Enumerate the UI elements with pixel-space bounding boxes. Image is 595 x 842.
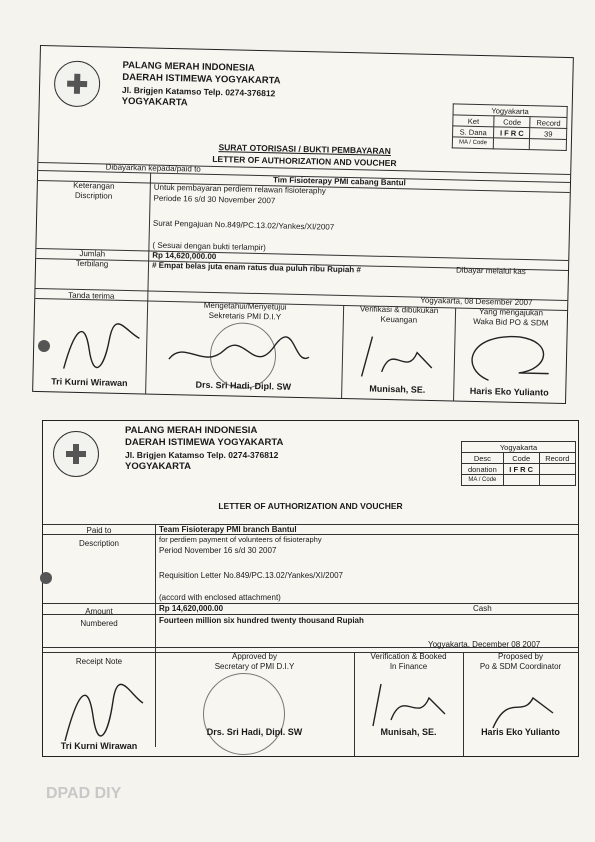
date: Yogyakarta, 08 Desember 2007 xyxy=(420,295,533,308)
red-cross-logo-icon xyxy=(54,60,101,107)
paid-to-value: Tim Fisioterapy PMI cabang Bantul xyxy=(272,175,406,188)
description-line: Periode 16 s/d 30 November 2007 xyxy=(153,193,276,206)
watermark: DPAD DIY xyxy=(46,785,122,802)
signature-icon xyxy=(53,671,148,746)
amount-in-words: # Empat belas juta enam ratus dua puluh ribu Rupiah # xyxy=(151,260,362,275)
record-box: Yogyakarta Ket Code Record S. Dana I F R C 39 MA / Code xyxy=(452,103,568,151)
description-line: (accord with enclosed attachment) xyxy=(159,593,281,602)
signer-name: Drs. Sri Hadi, Dipl. SW xyxy=(195,379,292,392)
voucher-english: PALANG MERAH INDONESIA DAERAH ISTIMEWA YOGYAKARTA Jl. Brigjen Katamso Telp. 0274-376812 YOGYAKARTA Yogyakarta Desc Code Record donation I F R C MA / Code LETTER OF AUTHORIZATION AND VOUCHER Paid to Team Fisioterapy PMI branch Bantul Description for perdiem payment of volunteers of fisioteraphy Period November 16 s/d 30 2007 Requisition Letter No.849/PC.13.02/Yankes/XI/2007 (accord with enclosed attachment) Amount Rp 14,620,000.00 Cash Numbered Fourteen million six hundred twenty thousand Rupiah Yogyakarta, December 08 2007 Receipt Note Approved by Secretary of PMI D.I.Y Verification & Booked In Finance Proposed by Po & SDM Coordinator Tri Kurni Wirawan Drs. Sri Hadi, Dipl. SW Munisah, SE. Haris Eko Yulianto xyxy=(42,420,579,757)
amount-label: Amount xyxy=(85,607,113,616)
description-line: Untuk pembayaran perdiem relawan fisioteraphy xyxy=(153,182,326,196)
org-name: PALANG MERAH INDONESIA DAERAH ISTIMEWA YOGYAKARTA Jl. Brigjen Katamso Telp. 0274-376812 YOGYAKARTA xyxy=(121,59,281,109)
signature-icon xyxy=(483,683,563,733)
paid-to-label: Paid to xyxy=(86,526,112,535)
official-stamp-icon xyxy=(203,673,285,755)
record-box: Yogyakarta Desc Code Record donation I F R C MA / Code xyxy=(461,441,576,486)
payment-method: Cash xyxy=(473,604,492,613)
title-english: LETTER OF AUTHORIZATION AND VOUCHER xyxy=(212,153,397,169)
title-english: LETTER OF AUTHORIZATION AND VOUCHER xyxy=(218,501,403,511)
sign-label: Receipt Note xyxy=(75,657,123,666)
signer-name: Drs. Sri Hadi, Dipl. SW xyxy=(206,727,303,737)
title-indonesian: SURAT OTORISASI / BUKTI PEMBAYARAN xyxy=(218,142,391,156)
org-name: PALANG MERAH INDONESIA DAERAH ISTIMEWA YOGYAKARTA Jl. Brigjen Katamso Telp. 0274-376812 YOGYAKARTA xyxy=(125,425,284,472)
description-line: ( Sesuai dengan bukti terlampir) xyxy=(152,240,266,253)
signer-name: Tri Kurni Wirawan xyxy=(60,741,138,751)
signature-icon xyxy=(351,331,442,383)
amount-value: Rp 14,620,000.00 xyxy=(152,250,217,262)
punch-hole-icon xyxy=(38,340,50,352)
signature-icon xyxy=(53,308,145,380)
signer-name: Munisah, SE. xyxy=(380,727,437,737)
description-line: Period November 16 s/d 30 2007 xyxy=(159,546,277,555)
voucher-indonesian: PALANG MERAH INDONESIA DAERAH ISTIMEWA YOGYAKARTA Jl. Brigjen Katamso Telp. 0274-376812 YOGYAKARTA Yogyakarta Ket Code Record S. Dana I F R C 39 MA / Code SURAT OTORISASI / BUKTI PEMBAYARAN LETTER OF AUTHORIZATION AND VOUCHER Dibayarkan kepada/paid to Tim Fisioterapy PMI cabang Bantul Keterangan Discription Untuk pembayaran perdiem relawan fisioteraphy Periode 16 s/d 30 November 2007 Surat Pengajuan No.849/PC.13.02/Yankes/XI/2007 ( Sesuai dengan bukti terlampir) Jumlah Rp 14,620,000.00 Terbilang # Empat belas juta enam ratus dua puluh ribu Rupiah # Dibayar melalui kas Yogyakarta, 08 Desember 2007 Tanda terima Mengetahui/Menyetujui Sekretaris PMI D.I.Y Verifikasi & dibukukan Keuangan Yang mengajukan Waka Bid PO & SDM Tri Kurni Wirawan Drs. Sri Hadi, Dipl. SW Munisah, SE. Haris Eko Yulianto xyxy=(32,45,574,404)
signature-icon xyxy=(363,676,453,731)
signature-icon xyxy=(458,328,559,386)
paid-to-label: Dibayarkan kepada/paid to xyxy=(105,162,201,174)
sign-label: Tanda terima xyxy=(68,290,115,301)
signature-icon xyxy=(163,329,314,382)
paid-to-value: Team Fisioterapy PMI branch Bantul xyxy=(159,525,297,534)
amount-label: Jumlah xyxy=(79,248,106,259)
description-line: Requisition Letter No.849/PC.13.02/Yankes/XI/2007 xyxy=(159,571,343,580)
description-line: for perdiem payment of volunteers of fisioteraphy xyxy=(159,535,322,544)
signer-name: Haris Eko Yulianto xyxy=(469,385,549,398)
amount-value: Rp 14,620,000.00 xyxy=(159,604,224,613)
punch-hole-icon xyxy=(40,572,52,584)
description-line: Surat Pengajuan No.849/PC.13.02/Yankes/XI/2007 xyxy=(152,218,335,232)
date: Yogyakarta, December 08 2007 xyxy=(428,640,541,649)
payment-method: Dibayar melalui kas xyxy=(455,265,526,277)
signer-name: Tri Kurni Wirawan xyxy=(51,376,128,389)
signer-name: Munisah, SE. xyxy=(369,383,426,395)
red-cross-logo-icon xyxy=(53,431,99,477)
amount-in-words: Fourteen million six hundred twenty thousand Rupiah xyxy=(159,616,364,625)
signer-name: Haris Eko Yulianto xyxy=(481,727,560,737)
